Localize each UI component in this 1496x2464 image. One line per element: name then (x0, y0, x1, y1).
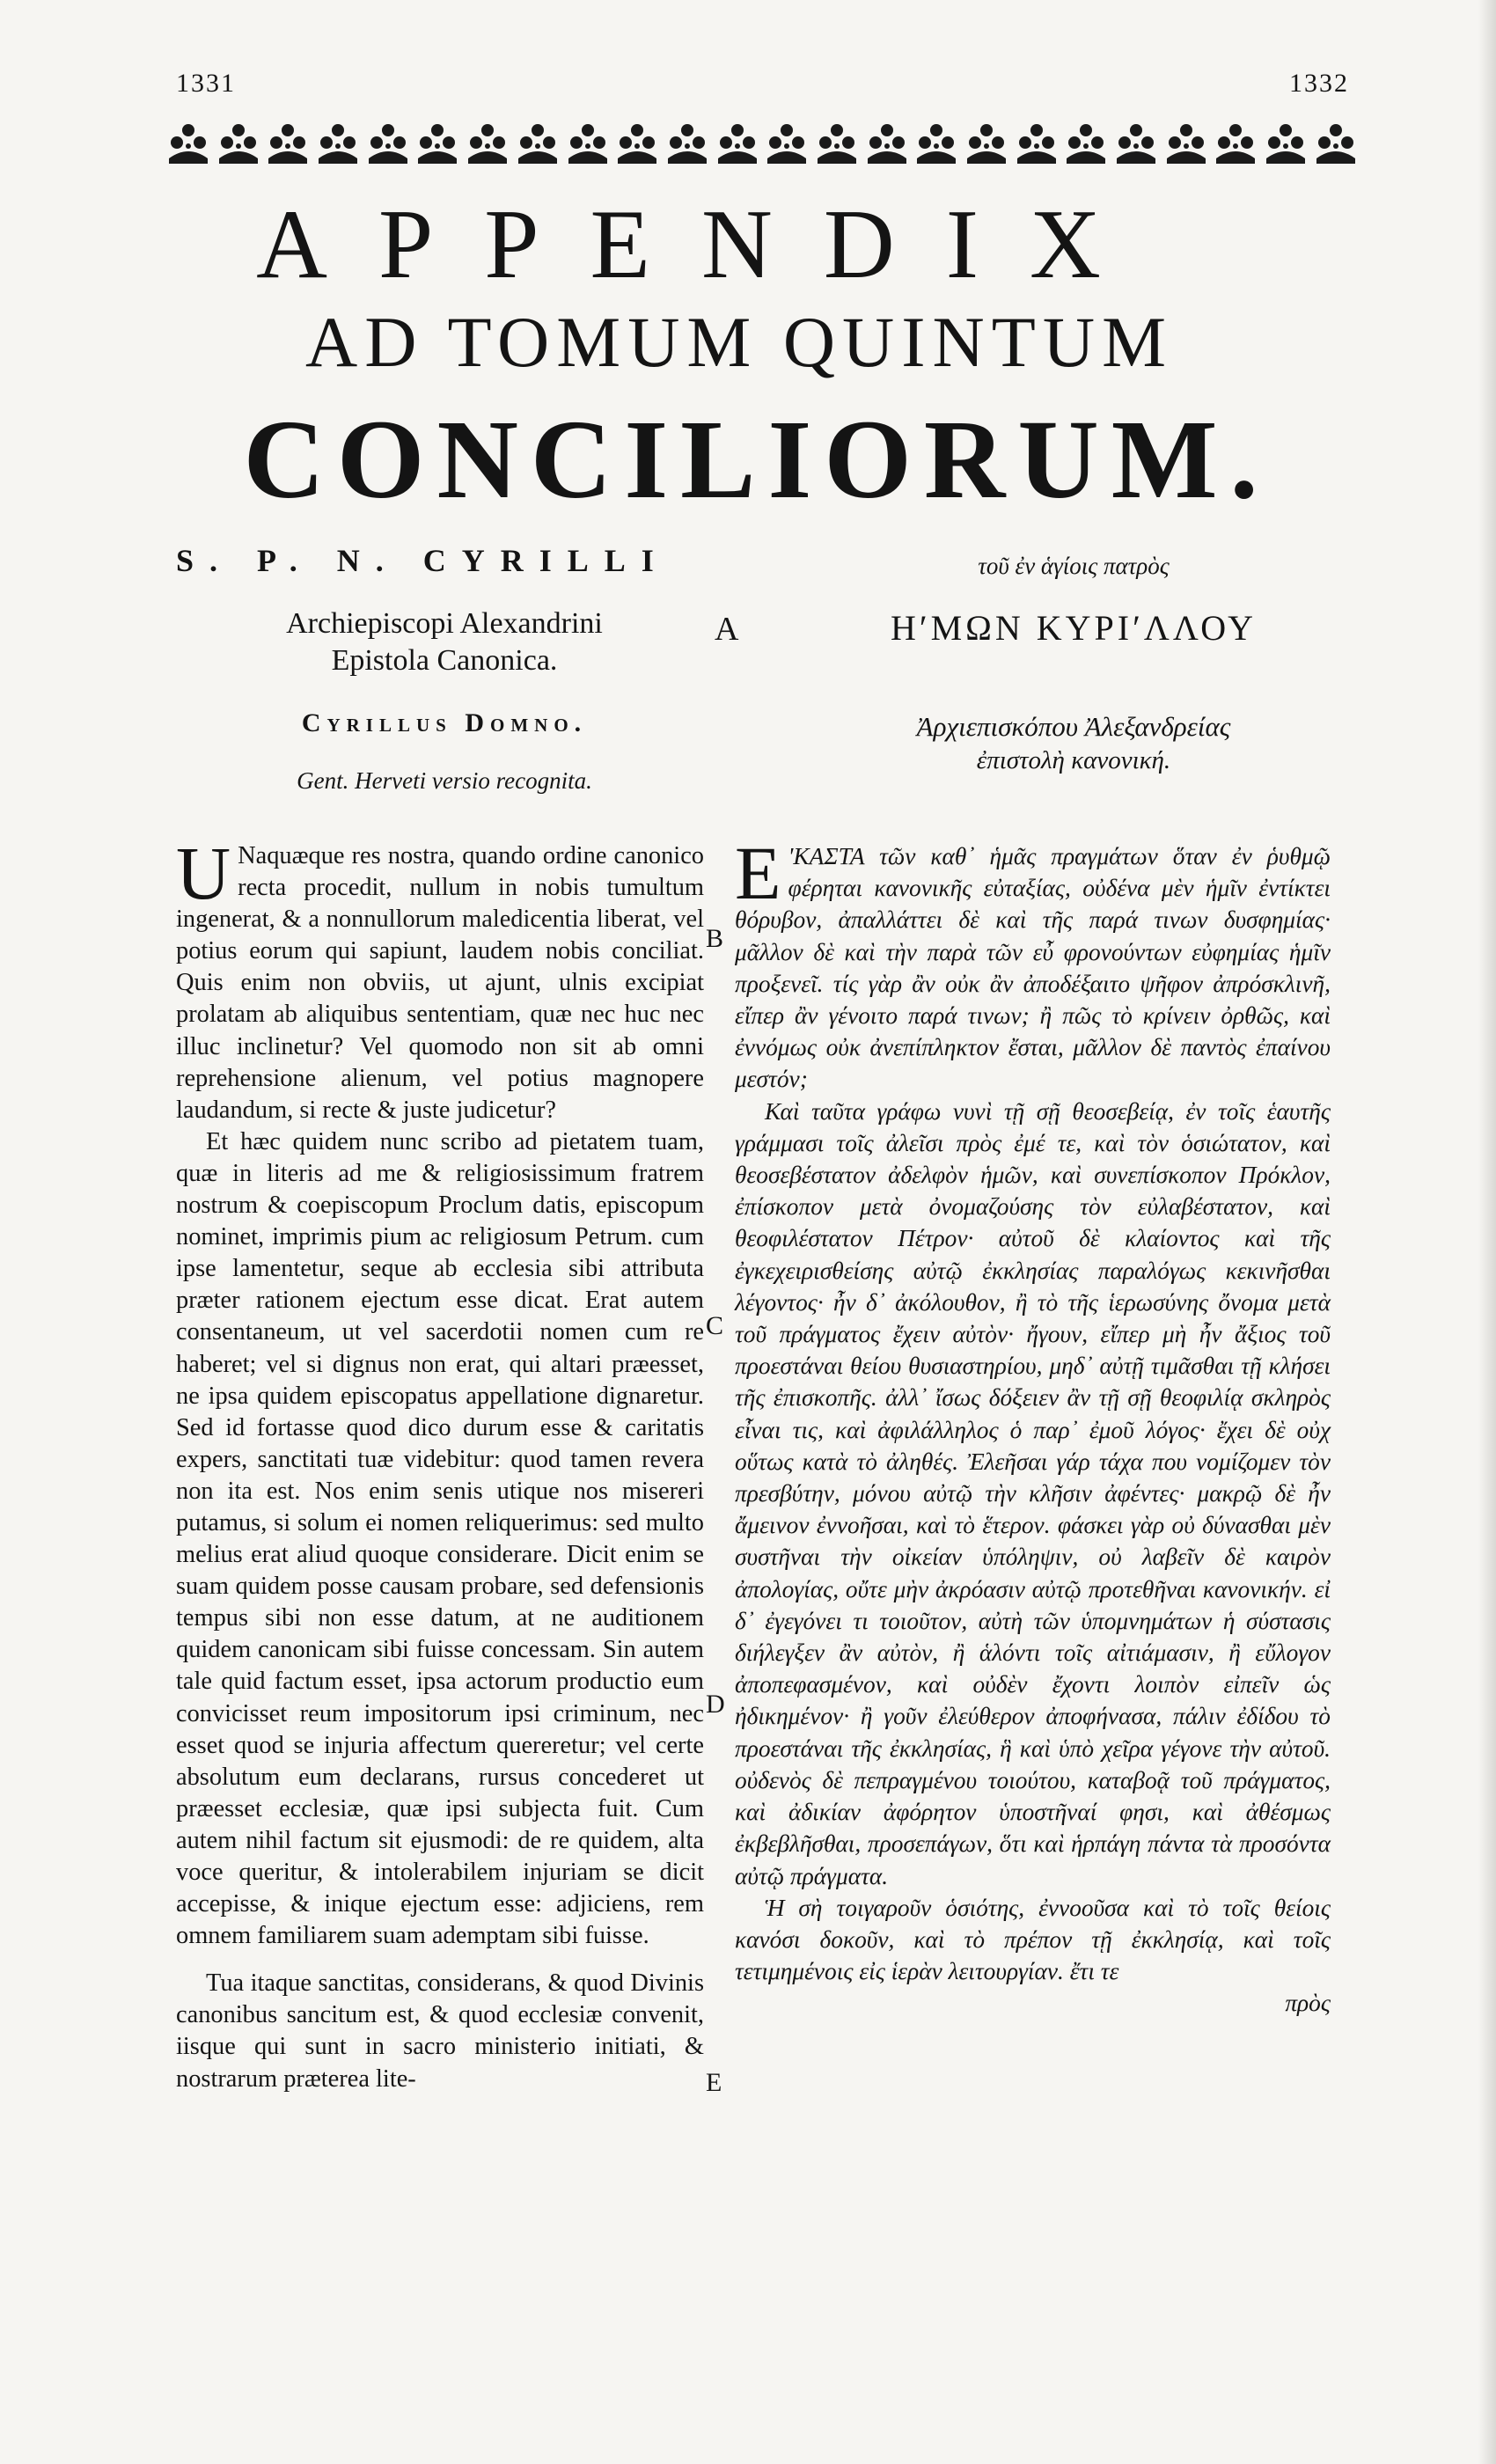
main-title: CONCILIORUM. (243, 397, 1271, 522)
fleuron-icon (313, 120, 363, 169)
margin-letter-e: E (706, 2068, 722, 2097)
fleuron-icon (812, 120, 862, 169)
fleuron-icon (413, 120, 462, 169)
fleuron-icon (1111, 120, 1161, 169)
greek-text-column (735, 831, 1331, 2020)
latin-paragraph-1-text: Naquæque res nostra, quando ordine canonico recta procedit, nullum in nobis tumultum ingenerat, & a nonnullorum maledicentia liberat, vel potius eorum qui sapiunt, laudem nobis conciliat. Quis enim non obviis, ut ajunt, ulnis excipiat prolatam ab aliquibus sententiam, quæ nec huc nec illuc inclinetur? Vel quomodo non sit ab omni reprehensione alienum, vel potius magnopere laudandum, si recte & juste judicetur? (176, 842, 704, 1124)
latin-address: Cyrillus Domno. (301, 708, 588, 737)
greek-paragraph-1 (735, 831, 1331, 1096)
fleuron-icon (263, 120, 312, 169)
subtitle-heading: AD TOMUM QUINTUM (305, 302, 1173, 382)
fleuron-icon (912, 120, 961, 169)
fleuron-icon (463, 120, 512, 169)
greek-title-line2: ἐπιστολὴ κανονική. (976, 746, 1171, 774)
margin-letter-c: C (706, 1311, 724, 1340)
greek-author-prefix: τοῦ ἐν ἁγίοις πατρὸς (978, 553, 1170, 579)
fleuron-icon (214, 120, 263, 169)
latin-author-name: S. P. N. CYRILLI (176, 543, 670, 578)
latin-drop-cap: U (176, 831, 231, 915)
margin-letter-d: D (706, 1690, 725, 1719)
greek-paragraph-3: Ἡ σὴ τοιγαροῦν ὁσιότης, ἐννοοῦσα καὶ τὸ τοῖς θείοις κανόσι δοκοῦν, καὶ τὸ πρέπον τῇ ἐκκλησίᾳ, καὶ τοῖς τετιμημένοις εἰς ἱερὰν λειτουργίαν. ἔτι τε (735, 1894, 1331, 1985)
latin-paragraph-2: Et hæc quidem nunc scribo ad pietatem tuam, quæ in literis ad me & religiosissimum fratrem nostrum & coepiscopum Proclum datis, episcopum nominet, imprimis pium ac religiosum Petrum. cum ipse lamentetur, seque ab ecclesia sibi attributa præter rationem ejectum esse dicat. Erat autem consentaneum, ut vel sacerdotii nomen cum re haberet; vel si dignus non erat, qui altari præesset, ne ipsa quidem episcopatus appellatione dignaretur. Sed id fortasse quod dico durum esse & caritatis expers, sanctitati tuæ videbitur: quod tamen revera non ita est. Nos enim senis utique nos misereri putamus, si solum ei nomen reliquerimus: sed multo melius erat aliud quoque considerare. Dicit enim se suam quidem posse causam probare, sed defensionis tempus sibi non esse datum, at ne auditionem quidem canonicam sibi fuisse concessam. Sin autem tale quid factum esset, ipsa actorum productio eum convicisset reum impositorum ipsi criminum, nec esset quod se injuria affectum quereretur; vel certe absolutum eum declarans, rursus concederet ut præesset ecclesiæ, quæ ipsi subjecta fuit. Cum autem nihil factum sit ejusmodi: de re quidem, alta voce queritur, & intolerabilem injuriam se dicit accepisse, & inique ejectum esse: adjiciens, rem omnem familiarem suam ademptam sibi fuisse. (176, 1127, 704, 1950)
greek-drop-cap: E (735, 831, 781, 915)
latin-title-line2: Epistola Canonica. (331, 644, 558, 677)
fleuron-icon (1211, 120, 1260, 169)
ornamental-border (164, 120, 1360, 169)
fleuron-icon (612, 120, 662, 169)
fleuron-icon (563, 120, 612, 169)
margin-letter-b: B (706, 924, 724, 953)
fleuron-icon (1061, 120, 1111, 169)
page-number-left: 1331 (176, 69, 236, 98)
greek-paragraph-2: Καὶ ταῦτα γράφω νυνὶ τῇ σῇ θεοσεβείᾳ, ἐν τοῖς ἑαυτῆς γράμμασι τοῖς ἀλεῖσι πρὸς ἐμέ τε, καὶ τὸν ὁσιώτατον, καὶ θεοσεβέστατον ἀδελφὸν ἡμῶν, καὶ συνεπίσκοπον Πρόκλον, ἐπίσκοπον μετὰ ὀνομαζούσης τὸν εὐλαβέστατον, καὶ θεοφιλέστατον Πέτρον· αὐτοῦ δὲ κλαίοντος καὶ τῆς ἐγκεχειρισθείσης αὐτῷ ἐκκλησίας παραλόγως κεκινῆσθαι λέγοντος· ἦν δ᾽ ἀκόλουθον, ἢ τὸ τῆς ἱερωσύνης ὄνομα μετὰ τοῦ πράγματος ἔχειν αὐτὸν· ἤγουν, εἴπερ μὴ ἦν ἄξιος τοῦ προεστάναι θείου θυσιαστηρίου, μηδ᾽ αὐτῇ τιμᾶσθαι τῇ κλήσει τῆς ἐπισκοπῆς. ἀλλ᾽ ἴσως δόξειεν ἂν τῇ σῇ θεοφιλίᾳ σκληρὸς εἶναι τις, καὶ ἀφιλάλληλος ὁ παρ᾽ ἐμοῦ λόγος· ἔχει δὲ οὐχ οὕτως κατὰ τὸ ἀληθές. Ἐλεῆσαι γάρ τάχα που νομίζομεν τὸν πρεσβύτην, μόνου αὐτῷ τὴν κλῆσιν ἀφέντες· μακρῷ δὲ ἦν ἄμεινον ἐννοῆσαι, καὶ τὸ ἕτερον. φάσκει γὰρ οὐ δύνασθαι μὲν συστῆναι τὴν οἰκείαν ὑπόληψιν, οὐ λαβεῖν δὲ καιρὸν ἀπολογίας, οὔτε μὴν ἀκρόασιν αὐτῷ προτεθῆναι κανονικήν. εἰ δ᾽ ἐγεγόνει τι τοιοῦτον, αὐτὴ τῶν ὑπομνημάτων ἡ σύστασις διήλεγξεν ἂν αὐτὸν, ἢ ἁλόντι τοῖς αἰτιάμασιν, ἢ εὔλογον ἀποπεφασμένον, καὶ οὐδὲν ἔχοντι λοιπὸν εἰπεῖν ὡς ἠδικημένον· ἢ γοῦν ἐλεύθερον ἀποφήνασα, πάλιν ἐδίδου τὸ προεστάναι τῆς ἐκκλησίας, ἣ καὶ ὑπὸ χεῖρα γέγονε τὴν αὐτοῦ. οὐδενὸς δὲ πεπραγμένου τοιούτου, καταβοᾷ τοῦ πράγματος, καὶ ἀδικίαν ἀφόρητον ὑποστῆναί φησι, καὶ ἀθέσμως ἐκβεβλῆσθαι, προσεπάγων, ὅτι καὶ ἡρπάγη πάντα τὰ προσόντα αὐτῷ πράγματα. (735, 1097, 1331, 1889)
fleuron-icon (1012, 120, 1061, 169)
fleuron-icon (962, 120, 1011, 169)
fleuron-icon (862, 120, 912, 169)
margin-letter-a: A (715, 611, 739, 648)
fleuron-icon (513, 120, 562, 169)
latin-paragraph-3: Tua itaque sanctitas, considerans, & quod Divinis canonibus sancitum est, & quod ecclesiæ convenit, iisque qui sunt in sacro ministerio initiati, & nostrarum præterea lite- (176, 1969, 704, 2093)
latin-paragraph-1 (176, 831, 704, 1126)
fleuron-icon (1311, 120, 1360, 169)
latin-text-column (176, 831, 704, 2095)
greek-author-name: ΗʹΜΩΝ ΚΥΡΙʹΛΛΟΥ (890, 608, 1258, 648)
latin-title-line1: Archiepiscopi Alexandrini (286, 607, 603, 640)
catchword: πρὸς (1285, 1990, 1331, 2017)
fleuron-icon (713, 120, 762, 169)
appendix-heading: APPENDIX (256, 190, 1152, 299)
fleuron-icon (663, 120, 712, 169)
greek-paragraph-1-text: ʹΚΑΣΤΑ τῶν καθ᾽ ἡμᾶς πραγμάτων ὅταν ἐν ῥυθμῷ φέρηται κανονικῆς εὐταξίας, οὐδένα μὲν ἡμῖν ἐντίκτει θόρυβον, ἀπαλλάττει δὲ καὶ τῆς παρά τινων δυσφημίας· μᾶλλον δὲ καὶ τὴν παρὰ τῶν εὖ φρονούντων εὐφημίας ἡμῖν προξενεῖ. τίς γὰρ ἂν οὐκ ἂν ἀποδέξαιτο ψῆφον ἀπρόσκλινῆ, εἴπερ ἂν γένοιτο παρά τινων; ἢ πῶς τὸ κρίνειν ὀρθῶς, καὶ ἐννόμως οὐκ ἀνεπίπληκτον ἔσται, μᾶλλον δὲ παντὸς ἐπαίνου μεστόν; (735, 843, 1331, 1093)
page-number-right: 1332 (1289, 69, 1349, 98)
fleuron-icon (164, 120, 213, 169)
fleuron-icon (1162, 120, 1211, 169)
fleuron-icon (363, 120, 413, 169)
translation-note: Gent. Herveti versio recognita. (297, 767, 592, 794)
greek-title-line1: Ἀρχιεπισκόπου Ἀλεξανδρείας (916, 711, 1231, 742)
page-edge (1478, 0, 1496, 2464)
fleuron-icon (1261, 120, 1310, 169)
fleuron-icon (762, 120, 811, 169)
